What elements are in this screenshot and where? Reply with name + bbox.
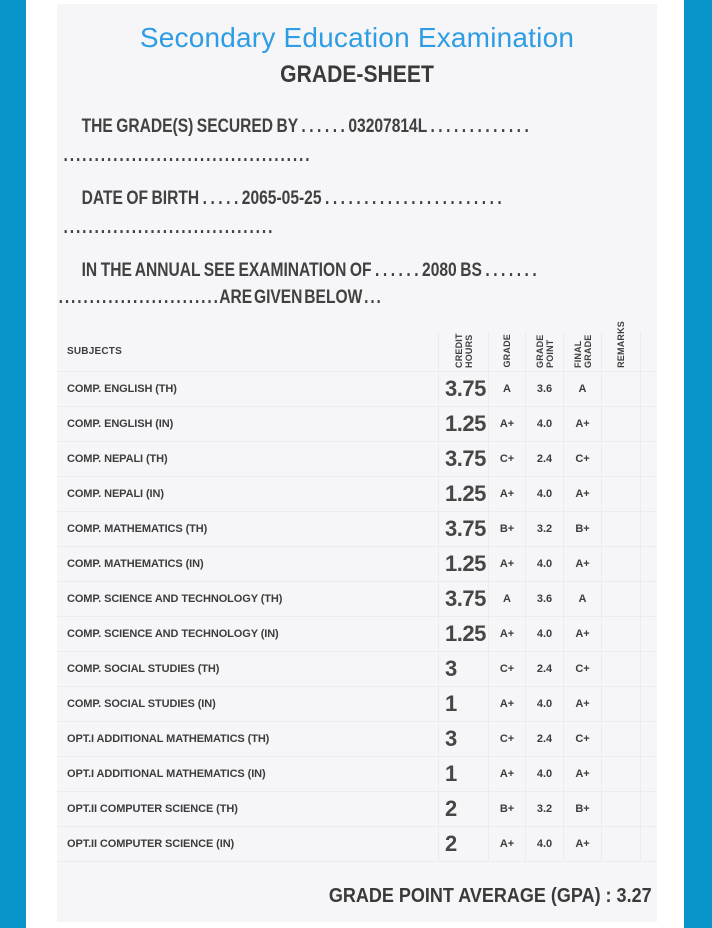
final-grade-cell: A+ bbox=[563, 407, 601, 441]
remarks-cell bbox=[601, 792, 641, 826]
credit-hours-cell: 3 bbox=[438, 722, 488, 756]
col-header-credit-hours-cell bbox=[438, 332, 488, 371]
remarks-cell bbox=[601, 407, 641, 441]
grade-cell: B+ bbox=[488, 792, 525, 826]
col-header-remarks-cell bbox=[601, 321, 641, 371]
credit-hours-cell: 1 bbox=[438, 757, 488, 791]
table-body bbox=[57, 372, 657, 862]
grade-point-cell: 4.0 bbox=[525, 687, 563, 721]
exam-year-statement bbox=[57, 257, 657, 311]
grade-cell: C+ bbox=[488, 722, 525, 756]
final-grade-cell: A bbox=[563, 582, 601, 616]
table-row bbox=[57, 372, 657, 407]
subject-cell: OPT.II COMPUTER SCIENCE (IN) bbox=[67, 838, 235, 850]
remarks-cell bbox=[601, 617, 641, 651]
credit-hours-cell: 3 bbox=[438, 652, 488, 686]
subject-cell: COMP. SOCIAL STUDIES (IN) bbox=[67, 698, 216, 710]
left-border-bar bbox=[0, 0, 26, 928]
credit-hours-cell: 1.25 bbox=[438, 477, 488, 511]
credit-hours-cell: 2 bbox=[438, 827, 488, 861]
table-row bbox=[57, 617, 657, 652]
col-header-subjects: SUBJECTS bbox=[67, 346, 122, 357]
remarks-cell bbox=[601, 547, 641, 581]
final-grade-cell: A+ bbox=[563, 827, 601, 861]
grade-point-cell: 4.0 bbox=[525, 407, 563, 441]
subject-cell: OPT.I ADDITIONAL MATHEMATICS (TH) bbox=[67, 733, 270, 745]
grade-point-cell: 2.4 bbox=[525, 722, 563, 756]
gpa-total: GRADE POINT AVERAGE (GPA) : 3.27 bbox=[328, 885, 652, 907]
subject-cell: COMP. NEPALI (IN) bbox=[67, 488, 164, 500]
grade-point-cell: 2.4 bbox=[525, 442, 563, 476]
table-header-row bbox=[57, 321, 657, 372]
grade-cell: C+ bbox=[488, 652, 525, 686]
subject-cell: COMP. SCIENCE AND TECHNOLOGY (IN) bbox=[67, 628, 279, 640]
grade-cell: A bbox=[488, 582, 525, 616]
table-row bbox=[57, 477, 657, 512]
grade-cell: A+ bbox=[488, 687, 525, 721]
subject-cell: COMP. ENGLISH (TH) bbox=[67, 383, 177, 395]
final-grade-cell: C+ bbox=[563, 722, 601, 756]
are-given-below-line: . . . . . . . . . . . . . . . . . . . . . . . . . . ARE GIVEN BELOW . . . bbox=[58, 287, 381, 308]
col-header-final-grade-cell bbox=[563, 332, 601, 371]
remarks-cell bbox=[601, 477, 641, 511]
remarks-cell bbox=[601, 757, 641, 791]
remarks-cell bbox=[601, 687, 641, 721]
date-of-birth-line: DATE OF BIRTH . . . . . 2065-05-25 . . . . . . . . . . . . . . . . . . . . . . . bbox=[81, 188, 502, 209]
subject-cell: COMP. MATHEMATICS (TH) bbox=[67, 523, 208, 535]
credit-hours-cell: 1 bbox=[438, 687, 488, 721]
final-grade-cell: B+ bbox=[563, 792, 601, 826]
table-row bbox=[57, 512, 657, 547]
final-grade-cell: A bbox=[563, 372, 601, 406]
table-row bbox=[57, 652, 657, 687]
subject-cell: OPT.II COMPUTER SCIENCE (TH) bbox=[67, 803, 238, 815]
table-row bbox=[57, 442, 657, 477]
grade-cell: A+ bbox=[488, 547, 525, 581]
credit-hours-cell: 3.75 bbox=[438, 582, 488, 616]
credit-hours-cell: 3.75 bbox=[438, 442, 488, 476]
grade-cell: C+ bbox=[488, 442, 525, 476]
grade-sheet-heading: GRADE-SHEET bbox=[280, 61, 434, 88]
remarks-cell bbox=[601, 827, 641, 861]
credit-hours-cell: 1.25 bbox=[438, 617, 488, 651]
grades-table bbox=[57, 321, 657, 862]
grade-cell: A+ bbox=[488, 477, 525, 511]
secured-by-statement bbox=[57, 112, 657, 170]
final-grade-cell: C+ bbox=[563, 442, 601, 476]
subject-cell: COMP. SOCIAL STUDIES (TH) bbox=[67, 663, 220, 675]
grade-point-cell: 4.0 bbox=[525, 827, 563, 861]
final-grade-cell: A+ bbox=[563, 477, 601, 511]
grade-cell: A bbox=[488, 372, 525, 406]
exam-year-line: IN THE ANNUAL SEE EXAMINATION OF . . . . . . 2080 BS . . . . . . . bbox=[81, 260, 537, 281]
remarks-cell bbox=[601, 652, 641, 686]
subject-cell: OPT.I ADDITIONAL MATHEMATICS (IN) bbox=[67, 768, 266, 780]
grade-point-cell: 3.6 bbox=[525, 582, 563, 616]
final-grade-cell: B+ bbox=[563, 512, 601, 546]
credit-hours-cell: 3.75 bbox=[438, 372, 488, 406]
grade-point-cell: 4.0 bbox=[525, 477, 563, 511]
grade-cell: A+ bbox=[488, 617, 525, 651]
col-header-credit-hours: CREDIT HOURS bbox=[453, 333, 474, 368]
right-border-bar bbox=[684, 0, 712, 928]
grade-point-cell: 4.0 bbox=[525, 617, 563, 651]
date-of-birth-statement bbox=[57, 184, 657, 242]
remarks-cell bbox=[601, 372, 641, 406]
grade-point-cell: 3.6 bbox=[525, 372, 563, 406]
subject-cell: COMP. ENGLISH (IN) bbox=[67, 418, 174, 430]
page-title: Secondary Education Examination bbox=[139, 22, 575, 53]
grade-sheet-card bbox=[57, 4, 657, 922]
table-row bbox=[57, 407, 657, 442]
remarks-cell bbox=[601, 582, 641, 616]
grade-point-cell: 3.2 bbox=[525, 512, 563, 546]
col-header-grade: GRADE bbox=[502, 334, 512, 368]
final-grade-cell: A+ bbox=[563, 547, 601, 581]
table-row bbox=[57, 792, 657, 827]
col-header-grade-cell bbox=[488, 332, 525, 371]
table-row bbox=[57, 722, 657, 757]
remarks-cell bbox=[601, 442, 641, 476]
table-row bbox=[57, 547, 657, 582]
table-row bbox=[57, 757, 657, 792]
table-row bbox=[57, 687, 657, 722]
subject-cell: COMP. SCIENCE AND TECHNOLOGY (TH) bbox=[67, 593, 283, 605]
grade-point-cell: 4.0 bbox=[525, 757, 563, 791]
grade-cell: A+ bbox=[488, 407, 525, 441]
col-header-final-grade: FINAL GRADE bbox=[572, 334, 593, 368]
grade-point-cell: 3.2 bbox=[525, 792, 563, 826]
grade-point-cell: 4.0 bbox=[525, 547, 563, 581]
remarks-cell bbox=[601, 722, 641, 756]
credit-hours-cell: 1.25 bbox=[438, 547, 488, 581]
secured-by-line: THE GRADE(S) SECURED BY . . . . . . 03207814L . . . . . . . . . . . . . bbox=[81, 116, 529, 137]
credit-hours-cell: 2 bbox=[438, 792, 488, 826]
table-row bbox=[57, 582, 657, 617]
credit-hours-cell: 1.25 bbox=[438, 407, 488, 441]
subject-cell: COMP. MATHEMATICS (IN) bbox=[67, 558, 204, 570]
grade-point-cell: 2.4 bbox=[525, 652, 563, 686]
col-header-grade-point: GRADE POINT bbox=[534, 334, 555, 368]
credit-hours-cell: 3.75 bbox=[438, 512, 488, 546]
grade-cell: A+ bbox=[488, 757, 525, 791]
final-grade-cell: A+ bbox=[563, 617, 601, 651]
grade-cell: B+ bbox=[488, 512, 525, 546]
final-grade-cell: A+ bbox=[563, 757, 601, 791]
table-row bbox=[57, 827, 657, 862]
col-header-remarks: REMARKS bbox=[616, 321, 626, 368]
secured-by-dotted-line: . . . . . . . . . . . . . . . . . . . . . . . . . . . . . . . . . . . . . . . . bbox=[63, 145, 310, 166]
col-header-grade-point-cell bbox=[525, 332, 563, 371]
remarks-cell bbox=[601, 512, 641, 546]
subject-cell: COMP. NEPALI (TH) bbox=[67, 453, 168, 465]
final-grade-cell: C+ bbox=[563, 652, 601, 686]
date-of-birth-dotted-line: . . . . . . . . . . . . . . . . . . . . . . . . . . . . . . . . . . bbox=[63, 217, 273, 238]
final-grade-cell: A+ bbox=[563, 687, 601, 721]
grade-cell: A+ bbox=[488, 827, 525, 861]
